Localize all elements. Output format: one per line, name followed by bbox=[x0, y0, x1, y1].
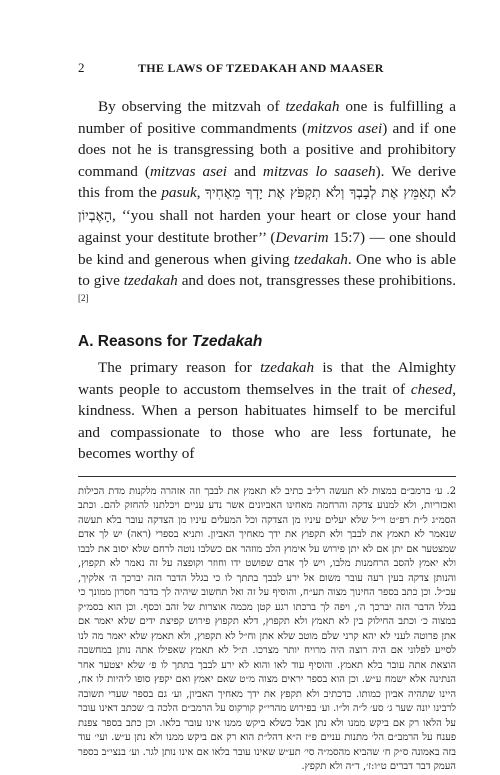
paragraph-obligation bbox=[78, 96, 456, 313]
term: mitzvos asei bbox=[307, 119, 383, 137]
term: tzedakah bbox=[260, 359, 315, 376]
page-header bbox=[78, 60, 456, 76]
term: chesed bbox=[410, 380, 453, 398]
term: mitzvas asei bbox=[149, 162, 227, 180]
text-run: and bbox=[226, 162, 263, 180]
text-run: , kindness. When a person habituates himself to be merciful and compassionate to those who are less fortunate, he becomes worthy of bbox=[78, 380, 456, 462]
term: tzedakah bbox=[285, 98, 340, 115]
footnote-2: 2. ע׳ ברמב״ם במצות לא תעשה רל״ב כתיב לא תאמץ את לבבך וזה אזהרה מלקנות מדת הכילות ואכזריות, ולא למנוע צדקה והרחמה מאחינו האביונים אשר נדע עניים ויכלתנו להחזק להם. וכתב הסמ״ג ל״ת רפ״ט וי״ל שלא יעלים עיניו מן הצדקה וכל המעלים עיניו מן הצדקה עובר בלא תעשה שנאמר לא תאמץ את לבבך ולא תקפוץ את ידך מאחיך האביון. ותניא בספרי (ראה) יש לך אדם שמצטער אם יתן אם לא יתן פירוש על אימוץ הלב מוזהר אם כשלבו נוטה לרחם שלא יסוב את לבבו ולא יאמץ להסב הרחמנות מלבו, ויש לך אדם שפושט ידו וחוזר וקופצה על זה נאמר לא תקפוץ, והנותן צדקה בעין רעה עובר משום אל ירע לבבך בתתך לו כי בגלל הדבר הזה יברכך ה׳ אלקיך, עכ״ל. וכן כתב בספר החינוך מצוה תע״ח, והוסיף על זה ואל תחשוב שיהיה לך בדבר חסרון ממונך כי בגלל הדבר הזה יברכך ה׳, ויפה לך ברכתו רגע קטן מכמה אוצרות של זהב וכסף. וכן הוא בסמ״ק במצוה כ׳ וכתב החילוק בין לא תאמץ ולא תקפוץ, דלא תקפוץ פירוש קפיצת ידים שלא יאמר אם אתן פרוטה לעני לא יהא קרני שלם מוטב שלא אתן וח״ל לא תקפוץ, ולא תאמץ שלא יאמר מה לנו לסייע לפלוני אם היה רוצה היה מרויח יותר מצרכו. ת״ל לא תאמץ שאפילו אתה נותן במחשבה הוצאת אתה עובר בלא תאמץ. והוסיף עוד לאו והוא לא ירע לבבך בתתך לו פ׳ שלא יצטער אחר הנתינה אלא ישמח ע״ש. וכן הוא בספר יראים מצוה מ״ט שאם יאמץ ואם יקפץ סופו ליהיות לו אח, היינו שתהיה אביון כמותו. כדכתיב ולא תקפץ את ידך מאחיך האביון, וע׳ גם בספר שערי תשובה לרבינו יונה שער ג׳ סע׳ ל״ה ול״ו. וע׳ בפירוש מהרי״ק קורקוס על הרמב״ם הלכה ב׳ שכתב דאינו עובר על הלאו רק אם ביקש ממנו ולא נתן אבל כשלא ביקש ממנו אינו עובר בלאו. וכן כתב בספר צפנת פענח על הרמב״ם הל׳ מתנות עניים פ״ז ה״א דהל״ת הוא רק אם ביקש ממנו ולא נתן ע״ש. ועי׳ עוד בזה באמונה ס״ק ח׳ שהביא מהסמ״ה סי׳ תע״ש שאינו עובר בלאו אם אינו נותן לגר. וע׳ בנצי״ב בספר העמק דבר דברים ט״ו:ז׳, ד״ה ולא תקפץ. bbox=[78, 485, 456, 772]
page-number: 2 bbox=[78, 60, 85, 75]
hebrew-verse: לֹא תְאַמֵּץ אֶת לְבָבְךָ וְלֹא תִקְפֹּץ אֶת יָדְךָ מֵאָחִיךָ הָאֶבְיוֹן bbox=[78, 185, 456, 224]
text-run: , bbox=[196, 184, 205, 201]
section-label: A. Reasons for bbox=[78, 333, 192, 350]
text-run: one is fulfilling a number of positive commandments ( bbox=[78, 98, 457, 137]
text-run: By observing the mitzvah of bbox=[98, 98, 286, 115]
text-run: is that the Almighty wants people to accustom themselves in the trait of bbox=[78, 359, 456, 398]
term: tzedakah bbox=[123, 272, 178, 289]
text-run: 15:7) — one should be kind and generous when giving bbox=[78, 229, 456, 268]
term: pasuk bbox=[161, 184, 197, 201]
running-title: THE LAWS OF TZEDAKAH AND MAASER bbox=[138, 61, 384, 75]
text-run: , ‘‘you shall not harden your heart or close your hand against your destitute brother’’ ( bbox=[78, 206, 456, 246]
text-run: ) and if one does not he is transgressing both a positive and prohibitory command ( bbox=[78, 119, 456, 180]
footnote-reference[interactable]: [2] bbox=[78, 292, 89, 303]
text-run: ). We derive this from the bbox=[78, 162, 457, 201]
text-run: The primary reason for bbox=[98, 359, 261, 376]
section-term: Tzedakah bbox=[191, 333, 263, 350]
paragraph-reasons bbox=[78, 357, 456, 465]
term: Devarim bbox=[275, 229, 329, 246]
text-run: and does not, transgresses these prohibitions. bbox=[177, 272, 456, 289]
section-heading bbox=[78, 333, 456, 351]
term: mitzvas lo saaseh bbox=[262, 162, 376, 180]
footnote-divider bbox=[78, 476, 456, 477]
term: tzedakah bbox=[293, 250, 348, 268]
text-run: . One who is able to give bbox=[78, 250, 456, 289]
